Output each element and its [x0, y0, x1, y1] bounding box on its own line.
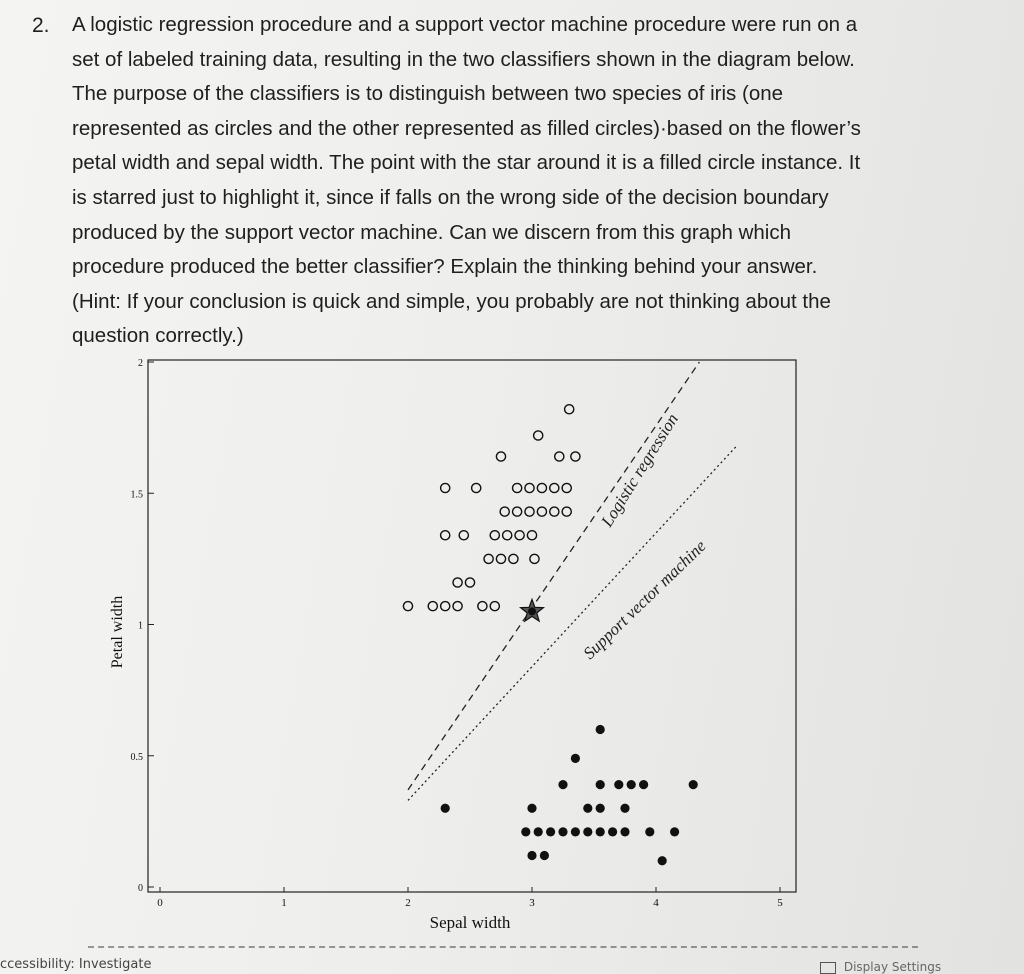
filled-circle-point	[571, 754, 580, 763]
open-circle-point	[441, 602, 450, 611]
question-line: The purpose of the classifiers is to distinguish between two species of iris (one	[72, 82, 784, 106]
question-line: is starred just to highlight it, since if falls on the wrong side of the decision boundary	[72, 185, 829, 209]
filled-circle-point	[596, 827, 605, 836]
open-circle-point	[537, 507, 546, 516]
display-settings-label: Display Settings	[843, 960, 942, 974]
filled-circle-point	[608, 827, 617, 836]
open-circle-point	[515, 531, 524, 540]
question-line: (Hint: If your conclusion is quick and simple, you probably are not thinking about the	[72, 289, 831, 313]
open-circle-point	[465, 578, 474, 587]
decision-boundaries	[408, 362, 737, 800]
filled-circle-point	[596, 780, 605, 789]
data-points	[403, 405, 697, 866]
y-tick-label: 1	[138, 620, 143, 632]
open-circle-point	[525, 483, 534, 492]
filled-circle-point	[639, 780, 648, 789]
underline-divider	[88, 946, 918, 948]
accessibility-status[interactable]: ccessibility: Investigate	[0, 957, 152, 972]
filled-circle-point	[614, 780, 623, 789]
filled-circle-point	[627, 780, 636, 789]
open-circle-point	[527, 531, 536, 540]
filled-circle-point	[645, 827, 654, 836]
y-tick-label: 0.5	[130, 751, 143, 763]
open-circle-point	[565, 405, 574, 414]
question-line: set of labeled training data, resulting in the two classifiers shown in the diagram below.	[72, 47, 855, 71]
plot-frame	[148, 360, 796, 892]
open-circle-point	[555, 452, 564, 461]
filled-circle-point	[596, 804, 605, 813]
question-number: 2.	[32, 14, 50, 37]
open-circle-point	[441, 531, 450, 540]
open-circle-point	[472, 483, 481, 492]
filled-circle-point	[527, 804, 536, 813]
logistic-regression-label: Logistic regression	[597, 410, 683, 531]
open-circle-point	[509, 554, 518, 563]
y-tick-label: 1.5	[130, 489, 143, 501]
filled-circle-point	[620, 804, 629, 813]
open-circle-point	[534, 431, 543, 440]
filled-circle-point	[620, 827, 629, 836]
question-line: procedure produced the better classifier? Explain the thinking behind your answer.	[72, 255, 818, 279]
filled-circle-point	[527, 851, 536, 860]
open-circle-point	[459, 531, 468, 540]
open-circle-point	[571, 452, 580, 461]
display-settings-button[interactable]	[820, 960, 941, 974]
open-circle-point	[453, 578, 462, 587]
question-line: A logistic regression procedure and a support vector machine procedure were run on a	[72, 13, 858, 36]
filled-circle-point	[583, 804, 592, 813]
open-circle-point	[550, 483, 559, 492]
open-circle-point	[500, 507, 509, 516]
filled-circle-point	[689, 780, 698, 789]
open-circle-point	[478, 602, 487, 611]
open-circle-point	[513, 483, 522, 492]
open-circle-point	[428, 602, 437, 611]
filled-circle-point	[583, 827, 592, 836]
filled-circle-point	[571, 827, 580, 836]
question-line: petal width and sepal width. The point with the star around it is a filled circle instance. It	[72, 151, 861, 175]
filled-circle-point	[441, 804, 450, 813]
open-circle-point	[496, 554, 505, 563]
open-circle-point	[503, 531, 512, 540]
question-line: produced by the support vector machine. Can we discern from this graph which	[72, 220, 792, 244]
starred-filled-circle-point	[528, 607, 536, 615]
open-circle-point	[562, 483, 571, 492]
open-circle-point	[453, 602, 462, 611]
display-icon	[820, 962, 836, 974]
open-circle-point	[496, 452, 505, 461]
svm-label: Support vector machine	[579, 536, 710, 663]
open-circle-point	[537, 483, 546, 492]
filled-circle-point	[596, 725, 605, 734]
open-circle-point	[441, 483, 450, 492]
open-circle-point	[562, 507, 571, 516]
filled-circle-point	[546, 827, 555, 836]
axis-ticks	[131, 358, 784, 909]
filled-circle-point	[670, 827, 679, 836]
filled-circle-point	[658, 856, 667, 865]
filled-circle-point	[521, 827, 530, 836]
x-tick-label: 3	[529, 897, 535, 909]
filled-circle-point	[558, 780, 567, 789]
x-tick-label: 0	[157, 897, 163, 909]
question-line: represented as circles and the other represented as filled circles)·based on the flower’s	[72, 116, 861, 140]
x-tick-label: 2	[405, 897, 411, 909]
x-tick-label: 5	[777, 897, 783, 909]
open-circle-point	[550, 507, 559, 516]
open-circle-point	[490, 531, 499, 540]
filled-circle-point	[534, 827, 543, 836]
y-tick-label: 2	[138, 358, 143, 369]
y-axis-label: Petal width	[109, 595, 126, 669]
open-circle-point	[490, 602, 499, 611]
y-tick-label: 0	[138, 883, 143, 894]
question-line: question correctly.)	[72, 324, 244, 348]
x-tick-label: 1	[281, 897, 287, 909]
svm-boundary	[408, 446, 737, 800]
filled-circle-point	[558, 827, 567, 836]
open-circle-point	[525, 507, 534, 516]
filled-circle-point	[540, 851, 549, 860]
open-circle-point	[484, 554, 493, 563]
open-circle-point	[513, 507, 522, 516]
open-circle-point	[530, 554, 539, 563]
open-circle-point	[403, 602, 412, 611]
x-tick-label: 4	[653, 897, 659, 909]
x-axis-label: Sepal width	[429, 913, 511, 932]
